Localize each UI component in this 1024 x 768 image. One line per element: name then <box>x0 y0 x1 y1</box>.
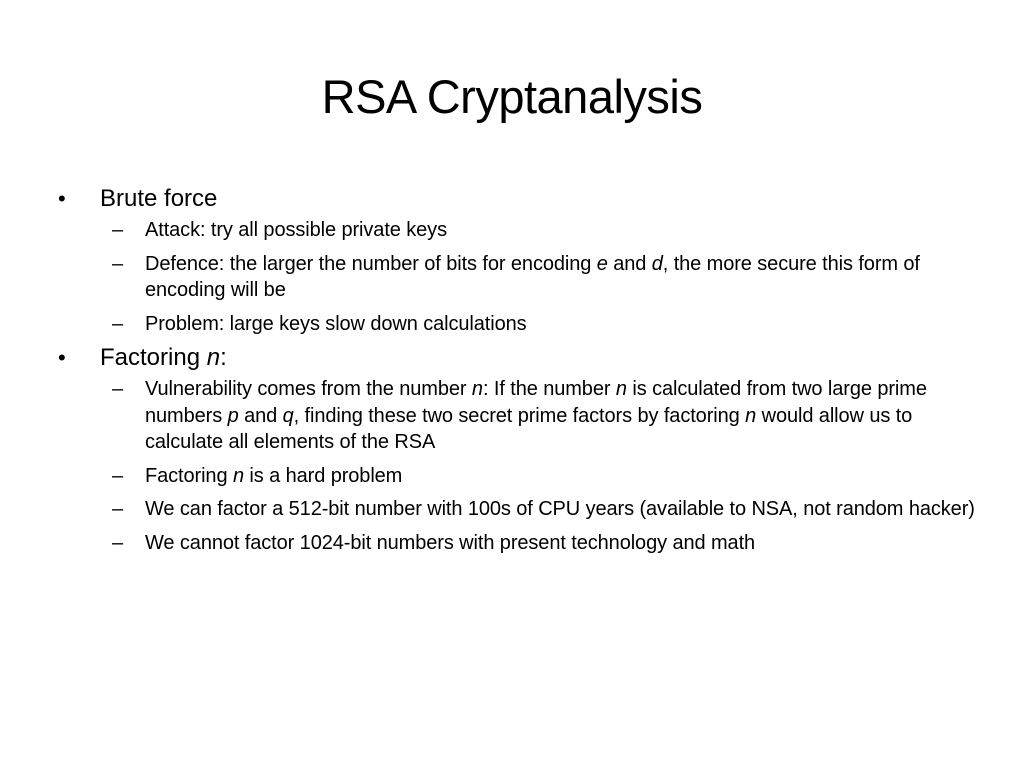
slide-title: RSA Cryptanalysis <box>321 70 703 123</box>
variable-d: d <box>651 252 663 275</box>
text-segment: Defence: the larger the number of bits for encoding <box>145 252 597 275</box>
sub-bullet-hard-problem <box>58 463 978 490</box>
dash-marker: – <box>112 378 124 400</box>
sub-bullet-cannot-factor <box>58 530 978 557</box>
text-segment: is calculated from two large prime numbers <box>145 378 927 427</box>
bullet-factoring <box>58 342 978 374</box>
variable-n: n <box>745 404 757 427</box>
slide-body <box>58 180 978 556</box>
bullet-text: Brute force <box>100 185 218 212</box>
dash-marker: – <box>112 464 124 487</box>
text-segment: , the more secure this form of encoding will be <box>145 252 920 301</box>
variable-n: n <box>232 464 244 487</box>
text-segment: Vulnerability comes from the number <box>145 378 472 400</box>
text-segment: Factoring <box>145 464 233 487</box>
dash-marker: – <box>112 252 124 275</box>
text-segment: , finding these two secret prime factors by factoring <box>293 404 746 427</box>
text-segment: would allow us to calculate all elements of the RSA <box>145 404 913 453</box>
text-segment: : If the number <box>482 378 616 400</box>
dash-marker: – <box>112 498 124 520</box>
sub-bullet-problem <box>58 311 978 338</box>
variable-e: e <box>596 252 608 275</box>
text-segment: : <box>220 344 227 371</box>
sub-bullet-vulnerability <box>58 376 978 456</box>
sub-bullet-text: Attack: try all possible private keys <box>145 219 447 241</box>
variable-n: n <box>615 378 627 400</box>
sub-bullet-can-factor <box>58 496 978 523</box>
sub-bullet-attack <box>58 217 978 244</box>
dash-marker: – <box>112 312 124 335</box>
dash-marker: – <box>112 531 124 554</box>
text-segment: and <box>238 404 283 427</box>
sub-bullet-text: We can factor a 512-bit number with 100s of CPU years (available to NSA, not random hacker) <box>145 498 975 520</box>
bullet-marker: • <box>58 345 66 370</box>
bullet-marker: • <box>58 186 66 211</box>
dash-marker: – <box>112 219 124 241</box>
sub-bullet-defence <box>58 251 978 304</box>
sub-bullet-text: Problem: large keys slow down calculations <box>145 312 527 335</box>
text-segment: is a hard problem <box>243 464 403 487</box>
variable-q: q <box>282 404 294 427</box>
variable-n: n <box>471 378 483 400</box>
variable-n: n <box>206 344 221 371</box>
variable-p: p <box>227 404 239 427</box>
sub-bullet-text: We cannot factor 1024-bit numbers with present technology and math <box>145 531 756 554</box>
text-segment: Factoring <box>100 344 207 371</box>
text-segment: and <box>607 252 652 275</box>
bullet-brute-force <box>58 183 978 215</box>
